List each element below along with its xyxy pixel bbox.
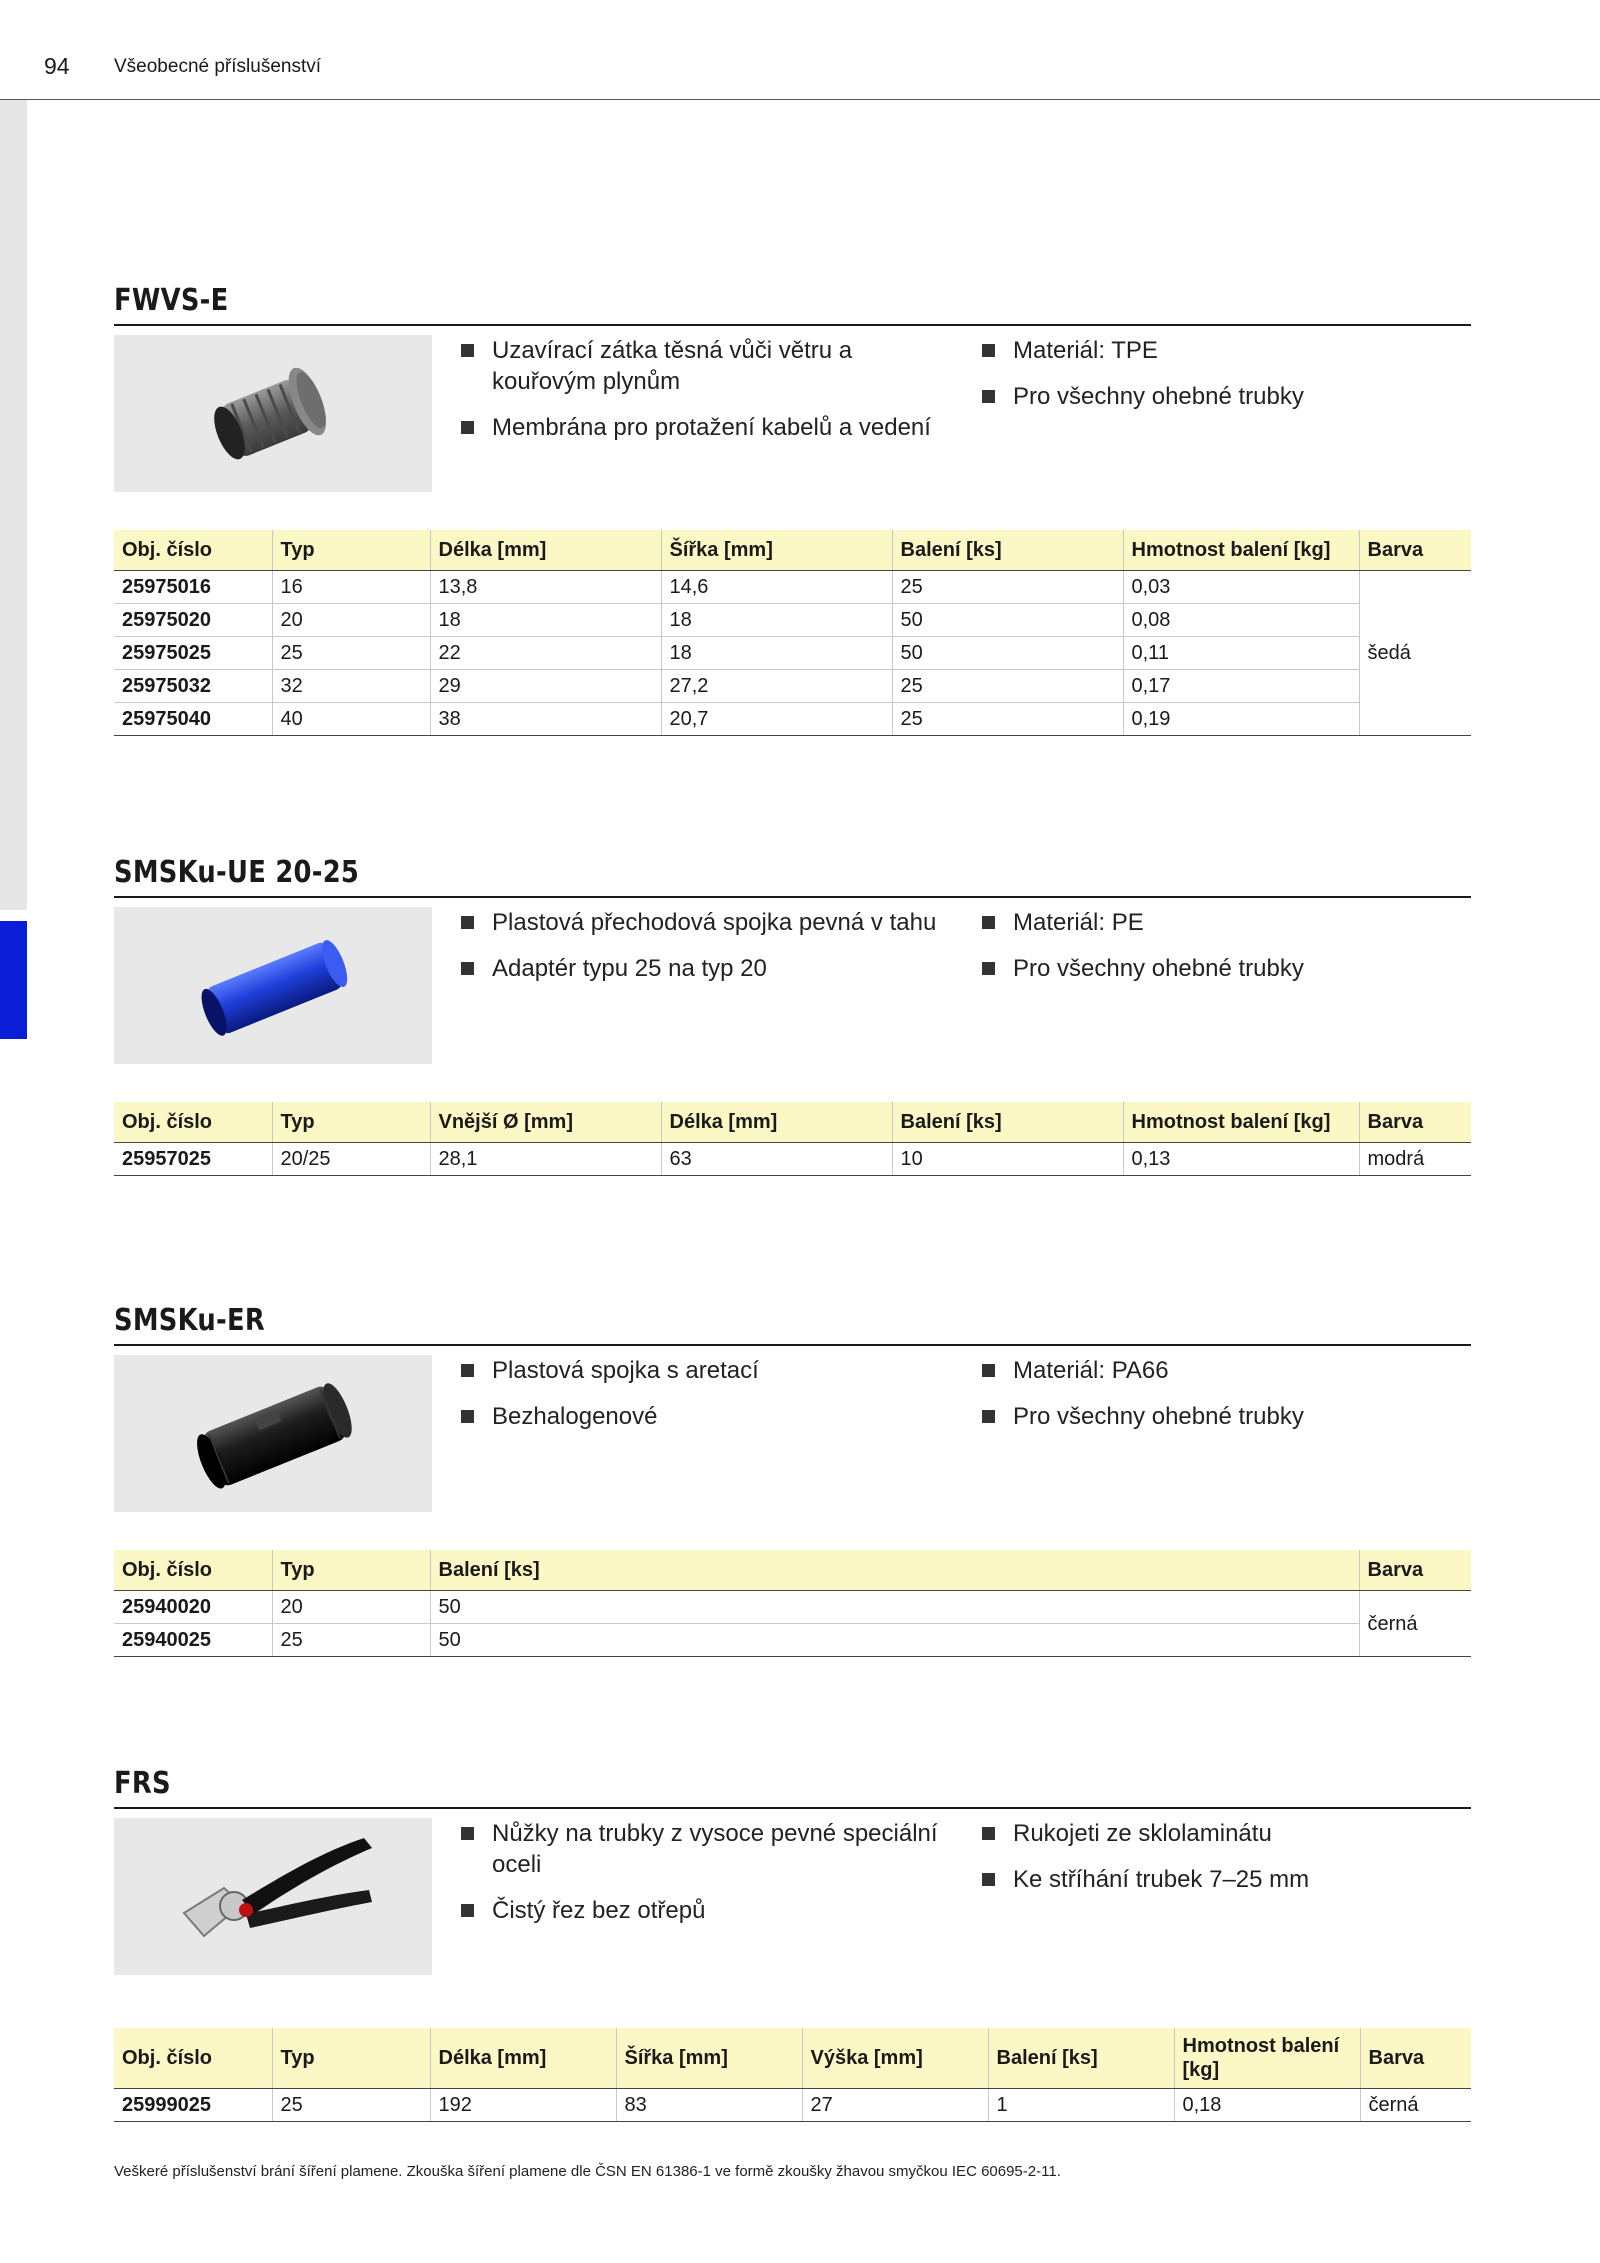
cell: 25 (272, 2089, 430, 2122)
feature-item: Adaptér typu 25 na typ 20 (461, 953, 961, 984)
section-title: FWVS-E (114, 283, 229, 318)
cell: 50 (430, 1591, 1359, 1624)
cell: 25 (892, 703, 1123, 736)
blue-coupler-icon (114, 907, 432, 1064)
cell: 192 (430, 2089, 616, 2122)
table-row (114, 1624, 1471, 1657)
column-header: Výška [mm] (802, 2028, 988, 2089)
color-cell: šedá (1359, 571, 1471, 736)
column-header: Délka [mm] (430, 2028, 616, 2089)
section-rule (114, 1807, 1471, 1809)
cell: 0,08 (1123, 604, 1359, 637)
feature-list (461, 1818, 961, 1941)
cell: 25957025 (114, 1143, 272, 1176)
feature-item: Plastová spojka s aretací (461, 1355, 961, 1386)
grey-tpe-sealing-plug-icon (114, 335, 432, 492)
cell: 28,1 (430, 1143, 661, 1176)
section-rule (114, 1344, 1471, 1346)
product-photo (114, 1355, 432, 1512)
cell: 25975040 (114, 703, 272, 736)
section-title: SMSKu-UE 20-25 (114, 855, 360, 890)
spec-table (114, 530, 1471, 736)
column-header: Typ (272, 1550, 430, 1591)
column-header: Typ (272, 1102, 430, 1143)
cell: 25940020 (114, 1591, 272, 1624)
cell: 50 (430, 1624, 1359, 1657)
column-header: Šířka [mm] (616, 2028, 802, 2089)
feature-item: Ke stříhání trubek 7–25 mm (982, 1864, 1462, 1895)
cell: 83 (616, 2089, 802, 2122)
cell: 20 (272, 1591, 430, 1624)
column-header: Balení [ks] (892, 530, 1123, 571)
feature-item: Pro všechny ohebné trubky (982, 953, 1462, 984)
cell: 25 (272, 1624, 430, 1657)
feature-list (461, 1355, 961, 1447)
cell: 27,2 (661, 670, 892, 703)
column-header: Barva (1360, 2028, 1471, 2089)
cell: 20,7 (661, 703, 892, 736)
column-header: Balení [ks] (430, 1550, 1359, 1591)
spec-table (114, 2028, 1471, 2122)
table-header-row (114, 1102, 1471, 1143)
section-rule (114, 324, 1471, 326)
column-header: Vnější Ø [mm] (430, 1102, 661, 1143)
cell: 50 (892, 637, 1123, 670)
feature-list (461, 907, 961, 999)
feature-item: Membrána pro protažení kabelů a vedení (461, 412, 961, 443)
table-row (114, 604, 1471, 637)
column-header: Balení [ks] (988, 2028, 1174, 2089)
cell: 0,03 (1123, 571, 1359, 604)
cell: 63 (661, 1143, 892, 1176)
section-rule (114, 896, 1471, 898)
feature-list (982, 1355, 1462, 1447)
column-header: Šířka [mm] (661, 530, 892, 571)
cell: 38 (430, 703, 661, 736)
column-header: Barva (1359, 1102, 1471, 1143)
cell: 0,13 (1123, 1143, 1359, 1176)
table-row (114, 637, 1471, 670)
pipe-cutter-scissors-icon (114, 1818, 432, 1975)
column-header: Typ (272, 530, 430, 571)
side-tab-blue (0, 921, 27, 1039)
feature-item: Čistý řez bez otřepů (461, 1895, 961, 1926)
column-header: Hmotnost balení [kg] (1174, 2028, 1360, 2089)
column-header: Obj. číslo (114, 2028, 272, 2089)
feature-item: Uzavírací zátka těsná vůči větru a kouřovým plynům (461, 335, 961, 397)
cell: 20 (272, 604, 430, 637)
cell: černá (1360, 2089, 1471, 2122)
cell: 25975020 (114, 604, 272, 637)
cell: 0,17 (1123, 670, 1359, 703)
cell: 50 (892, 604, 1123, 637)
black-coupler-icon (114, 1355, 432, 1512)
page-number: 94 (44, 53, 70, 79)
table-header-row (114, 2028, 1471, 2089)
footnote: Veškeré příslušenství brání šíření plamene. Zkouška šíření plamene dle ČSN EN 61386-1 ve formě zkoušky žhavou smyčkou IEC 60695-2-11. (114, 2163, 1061, 2180)
cell: 25940025 (114, 1624, 272, 1657)
cell: modrá (1359, 1143, 1471, 1176)
table-row (114, 1143, 1471, 1176)
cell: 0,18 (1174, 2089, 1360, 2122)
feature-item: Materiál: PA66 (982, 1355, 1462, 1386)
cell: 25 (892, 670, 1123, 703)
spec-table (114, 1102, 1471, 1176)
cell: 22 (430, 637, 661, 670)
column-header: Délka [mm] (661, 1102, 892, 1143)
color-cell: černá (1359, 1591, 1471, 1657)
cell: 16 (272, 571, 430, 604)
feature-item: Pro všechny ohebné trubky (982, 1401, 1462, 1432)
column-header: Typ (272, 2028, 430, 2089)
feature-item: Nůžky na trubky z vysoce pevné speciální oceli (461, 1818, 961, 1880)
cell: 25975016 (114, 571, 272, 604)
column-header: Barva (1359, 530, 1471, 571)
column-header: Obj. číslo (114, 1550, 272, 1591)
cell: 14,6 (661, 571, 892, 604)
feature-item: Rukojeti ze sklolaminátu (982, 1818, 1462, 1849)
column-header: Barva (1359, 1550, 1471, 1591)
cell: 32 (272, 670, 430, 703)
table-header-row (114, 530, 1471, 571)
cell: 29 (430, 670, 661, 703)
feature-item: Materiál: PE (982, 907, 1462, 938)
cell: 25975032 (114, 670, 272, 703)
feature-item: Pro všechny ohebné trubky (982, 381, 1462, 412)
feature-item: Bezhalogenové (461, 1401, 961, 1432)
cell: 25975025 (114, 637, 272, 670)
cell: 0,19 (1123, 703, 1359, 736)
product-photo (114, 907, 432, 1064)
cell: 18 (430, 604, 661, 637)
column-header: Balení [ks] (892, 1102, 1123, 1143)
product-photo (114, 335, 432, 492)
cell: 10 (892, 1143, 1123, 1176)
feature-list (982, 907, 1462, 999)
cell: 25999025 (114, 2089, 272, 2122)
feature-list (461, 335, 961, 458)
cell: 13,8 (430, 571, 661, 604)
cell: 18 (661, 637, 892, 670)
cell: 25 (272, 637, 430, 670)
cell: 40 (272, 703, 430, 736)
column-header: Délka [mm] (430, 530, 661, 571)
section-title: SMSKu-ER (114, 1303, 266, 1338)
table-row (114, 571, 1471, 604)
table-row (114, 2089, 1471, 2122)
column-header: Hmotnost balení [kg] (1123, 1102, 1359, 1143)
column-header: Hmotnost balení [kg] (1123, 530, 1359, 571)
column-header: Obj. číslo (114, 1102, 272, 1143)
feature-item: Materiál: TPE (982, 335, 1462, 366)
table-row (114, 1591, 1471, 1624)
column-header: Obj. číslo (114, 530, 272, 571)
table-row (114, 703, 1471, 736)
side-tab-gray (0, 100, 27, 910)
header-title: Všeobecné příslušenství (114, 56, 322, 77)
page-header (0, 0, 1600, 100)
cell: 25 (892, 571, 1123, 604)
product-photo (114, 1818, 432, 1975)
table-row (114, 670, 1471, 703)
feature-list (982, 335, 1462, 427)
cell: 27 (802, 2089, 988, 2122)
cell: 1 (988, 2089, 1174, 2122)
feature-list (982, 1818, 1462, 1910)
cell: 0,11 (1123, 637, 1359, 670)
spec-table (114, 1550, 1471, 1657)
cell: 18 (661, 604, 892, 637)
feature-item: Plastová přechodová spojka pevná v tahu (461, 907, 961, 938)
cell: 20/25 (272, 1143, 430, 1176)
table-header-row (114, 1550, 1471, 1591)
section-title: FRS (114, 1766, 171, 1801)
